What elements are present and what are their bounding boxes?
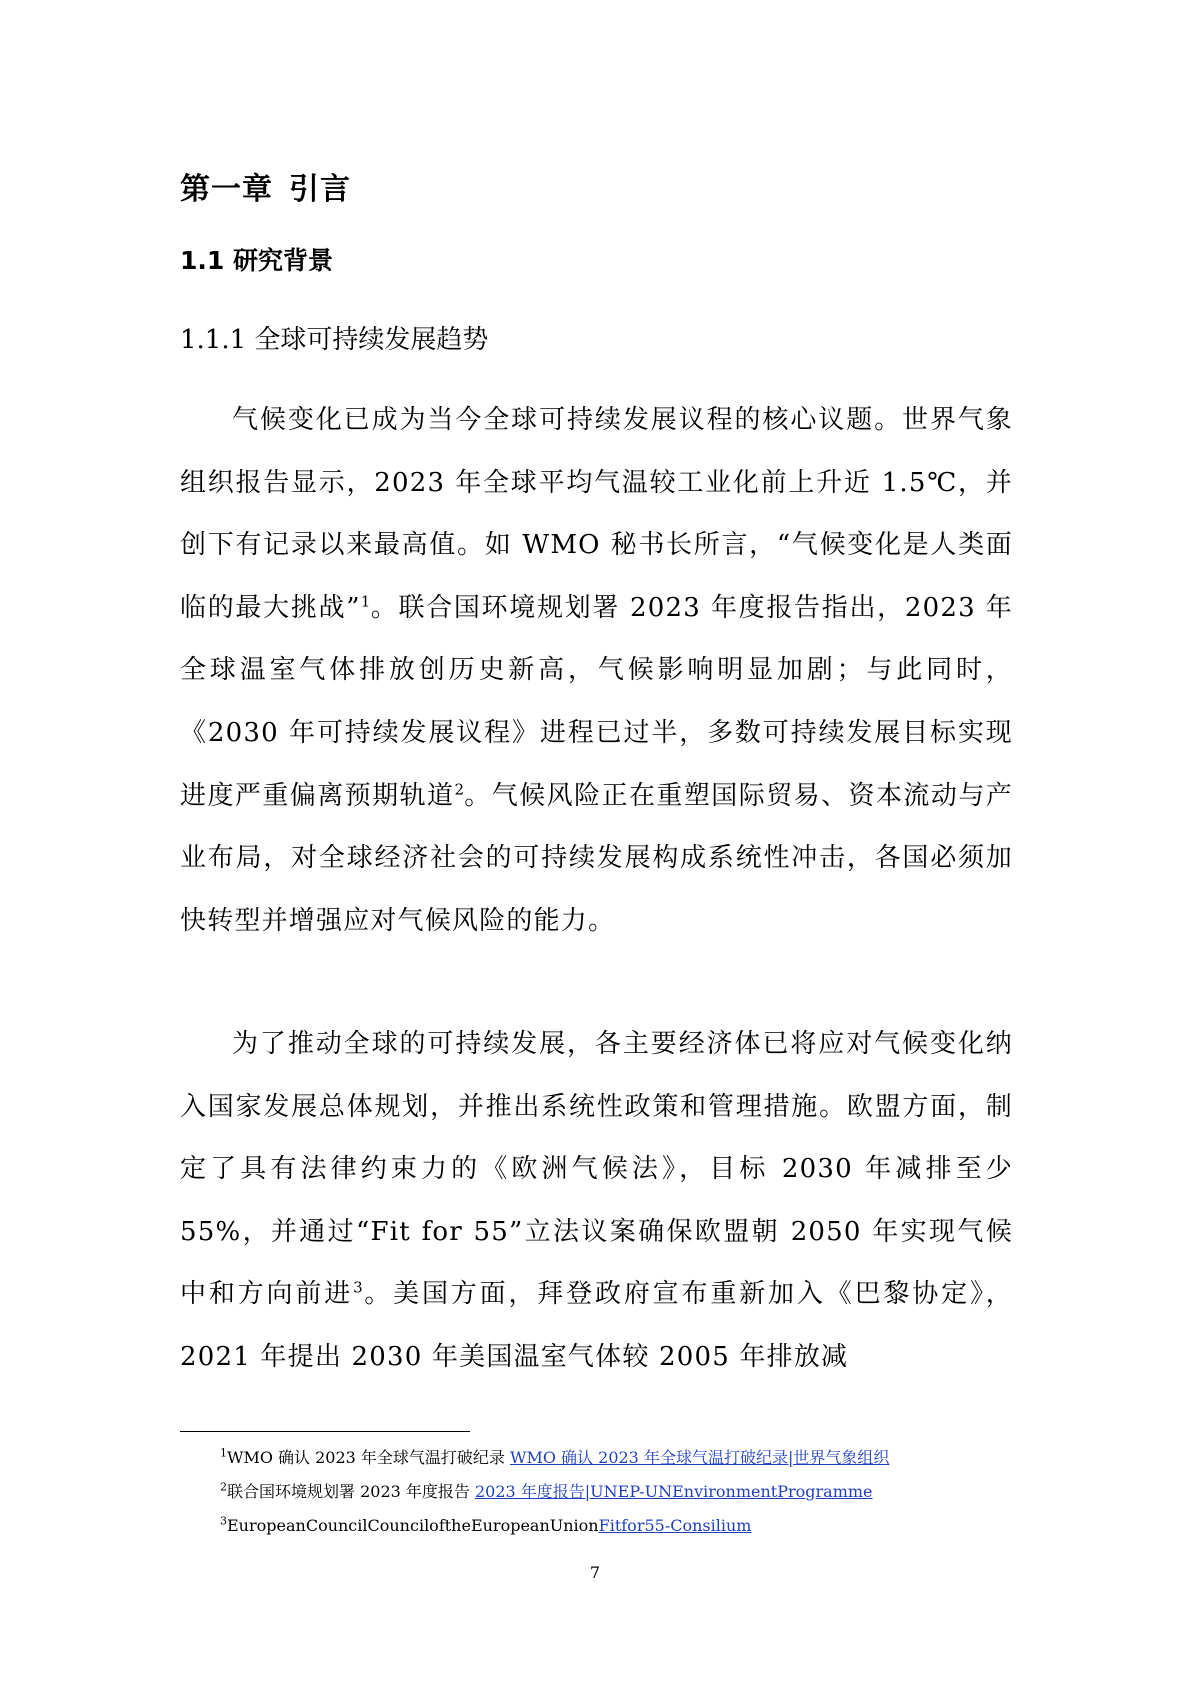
footnote-text: EuropeanCouncilCounciloftheEuropeanUnion [227, 1516, 599, 1535]
footnote-separator [180, 1431, 470, 1432]
footnote-marker: 2 [220, 1480, 227, 1494]
footnote-2 [220, 1475, 1000, 1509]
footnote-ref[interactable]: 3 [353, 1278, 363, 1297]
paragraph-text: 气候变化已成为当今全球可持续发展议程的核心议题。世界气象组织报告显示，2023 年全球平均气温较工业化前上升近 1.5℃，并创下有记录以来最高值。如 WMO 秘书长所言，“气候变化是人类面临的最大挑战” [180, 405, 1013, 623]
paragraph-text: 。联合国环境规划署 2023 年度报告指出，2023 年全球温室气体排放创历史新高，气候影响明显加剧；与此同时，《2030 年可持续发展议程》进程已过半，多数可持续发展目标实现进度严重偏离预期轨道 [180, 592, 1013, 811]
footnote-1 [220, 1441, 1000, 1475]
footnote-ref[interactable]: 2 [454, 779, 465, 798]
page-number: 7 [589, 1563, 601, 1582]
footnote-ref[interactable]: 1 [360, 592, 371, 611]
footnote-marker: 3 [220, 1514, 227, 1528]
footnote-marker: 1 [220, 1446, 227, 1460]
chapter-number: 第一章 [180, 172, 273, 207]
body-paragraph [180, 389, 1013, 952]
footnote-link[interactable]: Fitfor55-Consilium [598, 1516, 752, 1535]
body-paragraph [180, 1013, 1013, 1389]
footnote-link[interactable]: 2023 年度报告|UNEP-UNEnvironmentProgramme [474, 1482, 873, 1501]
paragraph-text: 为了推动全球的可持续发展，各主要经济体已将应对气候变化纳入国家发展总体规划，并推出系统性政策和管理措施。欧盟方面，制定了具有法律约束力的《欧洲气候法》，目标 2030 年减排至少 55%，并通过“Fit for 55”立法议案确保欧盟朝 2050 年实现气候中和方向前进 [180, 1029, 1013, 1310]
paragraph-text: 。美国方面，拜登政府宣布重新加入《巴黎协定》，2021 年提出 2030 年美国温室气体较 2005 年排放减 [180, 1279, 1013, 1372]
subsection-title: 1.1.1 全球可持续发展趋势 [180, 325, 489, 355]
section-title: 1.1 研究背景 [180, 246, 333, 275]
chapter-title [180, 168, 351, 212]
footnote-text: WMO 确认 2023 年全球气温打破纪录 [227, 1448, 511, 1467]
paragraph-text: 。气候风险正在重塑国际贸易、资本流动与产业布局，对全球经济社会的可持续发展构成系统性冲击，各国必须加快转型并增强应对气候风险的能力。 [180, 780, 1013, 936]
footnotes [220, 1441, 1000, 1543]
footnote-link[interactable]: WMO 确认 2023 年全球气温打破纪录|世界气象组织 [510, 1448, 890, 1467]
footnote-text: 联合国环境规划署 2023 年度报告 [227, 1482, 475, 1501]
footnote-3 [220, 1509, 1000, 1543]
chapter-name: 引言 [289, 172, 351, 207]
